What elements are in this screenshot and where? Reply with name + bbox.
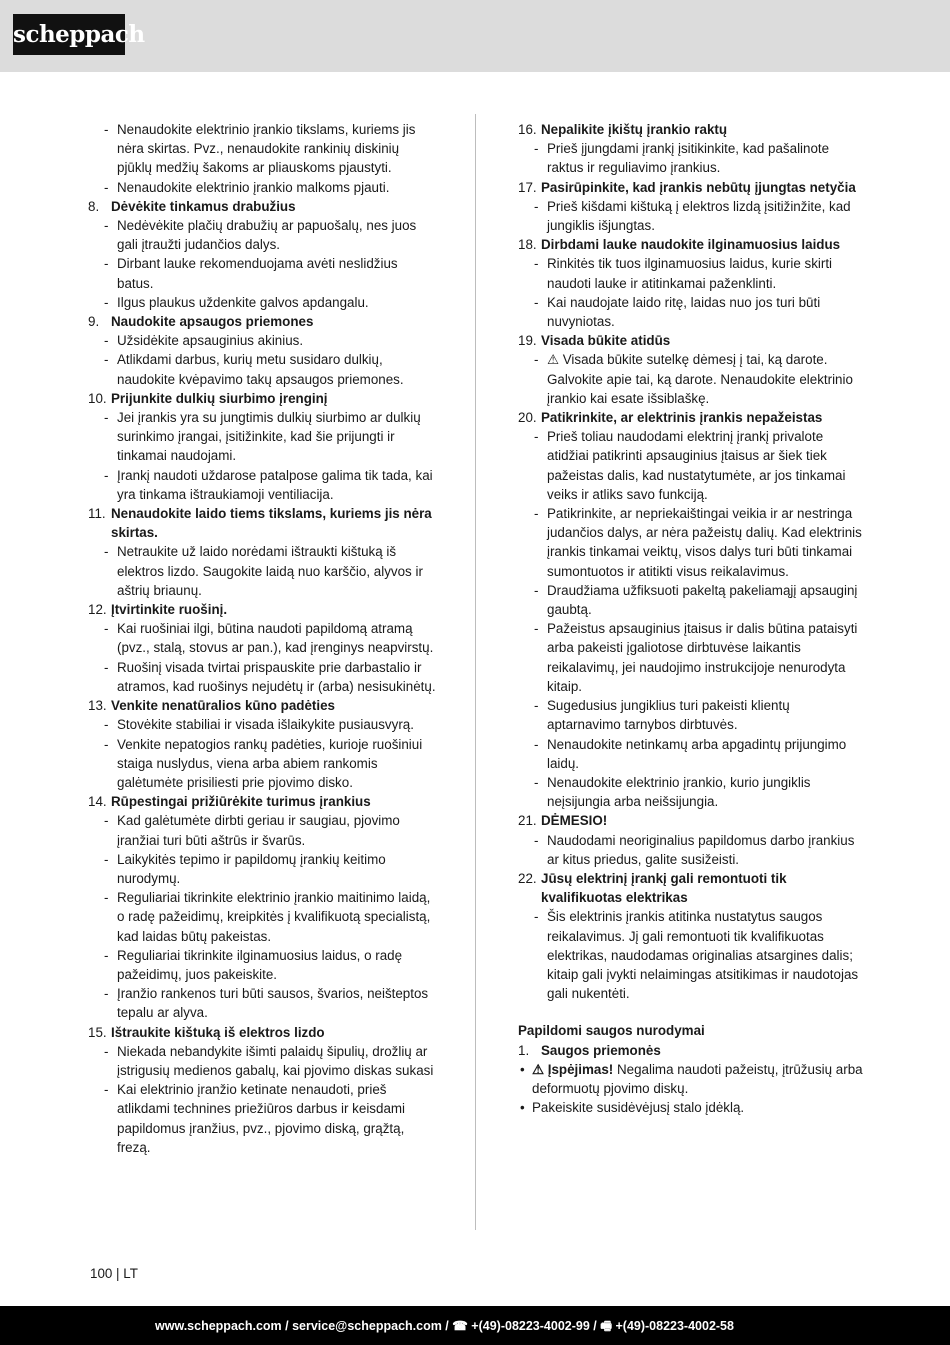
list-item	[518, 504, 866, 581]
dash-marker: -	[104, 352, 109, 368]
section-title: Patikrinkite, ar elektrinis įrankis nepažeistas	[541, 410, 823, 426]
list-item-text: Naudodami neoriginalius papildomus darbo įrankius ar kitus priedus, galite susižeisti.	[547, 832, 855, 867]
list-item	[518, 427, 866, 504]
section-title: Visada būkite atidūs	[541, 333, 671, 349]
list-item-text: Kai elektrinio įranžio ketinate nenaudoti, prieš atlikdami technines priežiūros darbus ir keisdami papildomus įranžius, pvz., pjovimo diską, grąžtą, frezą.	[117, 1082, 406, 1155]
section-number: 17.	[518, 179, 537, 195]
bullet-text: Pakeiskite susidėvėjusį stalo įdėklą.	[532, 1100, 745, 1116]
dash-marker: -	[104, 813, 109, 829]
list-item-text: Įranžio rankenos turi būti sausos, švarios, neišteptos tepalu ar alyva.	[117, 986, 429, 1021]
dash-marker: -	[104, 659, 109, 675]
page-number: 100 | LT	[90, 1266, 138, 1281]
bullet-text: Negalima naudoti pažeistų, įtrūžusių arba deformuotų pjovimo diskų.	[532, 1061, 863, 1096]
section-heading	[518, 811, 866, 830]
section-heading	[518, 120, 866, 139]
list-item	[518, 831, 866, 869]
list-item-text: Nenaudokite elektrinio įrankio tikslams, kuriems jis nėra skirtas. Pvz., nenaudokite rankinių diskinių pjūklų medžių šakoms ar pliauskoms pjaustyti.	[117, 122, 416, 176]
list-item-text: Stovėkite stabiliai ir visada išlaikykite pusiausvyrą.	[117, 717, 414, 733]
dash-marker: -	[104, 294, 109, 310]
list-item-text: Šis elektrinis įrankis atitinka nustatytus saugos reikalavimus. Jį gali remontuoti tik kvalifikuotas elektrikas, naudodamas originalias atsargines dalis; kitaip gali įvykti nelaimingas atsitikimas ir naudotojas gali nukentėti.	[547, 909, 859, 1002]
list-item-text: Sugedusius jungiklius turi pakeisti klientų aptarnavimo tarnybos dirbtuvės.	[547, 698, 790, 733]
list-item	[88, 216, 436, 254]
list-item	[88, 946, 436, 984]
section-number: 18.	[518, 237, 537, 253]
list-item	[88, 466, 436, 504]
bullet-item	[518, 1098, 866, 1117]
list-item-text: ⚠ Visada būkite sutelkę dėmesį į tai, ką darote. Galvokite apie tai, ką darote. Nenaudokite elektrinio įrankio kai esate išsiblaškę.	[547, 352, 853, 406]
section-title: DĖMESIO!	[541, 813, 608, 829]
list-item-text: Įrankį naudoti uždarose patalpose galima tik tada, kai yra tinkama ištraukiamoji ventiliacija.	[117, 467, 433, 502]
list-item	[88, 350, 436, 388]
list-item	[518, 907, 866, 1003]
section-number: 12.	[88, 602, 107, 618]
dash-marker: -	[104, 736, 109, 752]
section-number: 11.	[88, 506, 106, 522]
list-item	[88, 178, 436, 197]
list-item	[88, 408, 436, 466]
list-item	[518, 619, 866, 696]
right-column	[518, 120, 866, 1117]
dash-marker: -	[534, 198, 539, 214]
list-item-text: Venkite nepatogios rankų padėties, kurioje ruošiniui staiga nuslydus, viena arba abiem rankomis galėtumėte prisiliesti prie pjovimo disko.	[117, 736, 423, 790]
bullet-item	[518, 1060, 866, 1098]
section-heading	[88, 504, 436, 542]
dash-marker: -	[104, 1043, 109, 1059]
list-item	[518, 773, 866, 811]
list-item-text: Kai ruošiniai ilgi, būtina naudoti papildomą atramą (pvz., stalą, stovus ar pan.), kad įrenginys neapvirstų.	[117, 621, 434, 656]
subsection-title: Saugos priemonės	[541, 1042, 661, 1058]
dash-marker: -	[104, 410, 109, 426]
list-item-text: Dirbant lauke rekomenduojama avėti neslidžius batus.	[117, 256, 398, 291]
list-item-text: Atlikdami darbus, kurių metu susidaro dulkių, naudokite kvėpavimo takų apsaugos priemones.	[117, 352, 404, 387]
dash-marker: -	[104, 218, 109, 234]
section-number: 14.	[88, 794, 107, 810]
list-item-text: Pažeistus apsauginius įtaisus ir dalis būtina pataisyti arba pakeisti įgaliotose dirbtuvėse laikantis reikalavimų, jei naudojimo instrukcijoje nenurodyta kitaip.	[547, 621, 858, 694]
dash-marker: -	[104, 851, 109, 867]
footer-contact: www.scheppach.com / service@scheppach.com / ☎ +(49)-08223-4002-99 / 🖷 +(49)-08223-4002-58	[155, 1319, 734, 1333]
section-title: Įtvirtinkite ruošinį.	[111, 602, 228, 618]
section-title: Venkite nenatūralios kūno padėties	[111, 698, 335, 714]
section-heading	[518, 869, 866, 907]
section-number: 10.	[88, 390, 107, 406]
dash-marker: -	[534, 294, 539, 310]
section-heading	[518, 331, 866, 350]
list-item-text: Nenaudokite elektrinio įrankio malkoms pjauti.	[117, 179, 390, 195]
list-item	[518, 293, 866, 331]
additional-safety-heading: Papildomi saugos nurodymai	[518, 1023, 705, 1039]
list-item	[88, 658, 436, 696]
dash-marker: -	[104, 122, 109, 137]
dash-marker: -	[534, 698, 539, 714]
footer-bar	[0, 1306, 950, 1345]
dash-marker: -	[534, 774, 539, 790]
list-item-text: Ilgus plaukus uždenkite galvos apdangalu.	[117, 294, 369, 310]
list-item	[518, 139, 866, 177]
list-item-text: Laikykitės tepimo ir papildomų įrankių keitimo nurodymų.	[117, 851, 386, 886]
section-heading	[88, 600, 436, 619]
section-number: 9.	[88, 314, 100, 330]
section-heading	[88, 197, 436, 216]
dash-marker: -	[104, 986, 109, 1002]
list-item	[518, 581, 866, 619]
list-item	[88, 715, 436, 734]
list-item-text: Niekada nebandykite išimti palaidų šipulių, drožlių ar įstrigusių medienos gabalų, kai pjovimo diskas sukasi	[117, 1043, 434, 1078]
list-item-text: Užsidėkite apsauginius akinius.	[117, 333, 304, 349]
dash-marker: -	[534, 256, 539, 272]
dash-marker: -	[534, 429, 539, 445]
list-item-text: Nedėvėkite plačių drabužių ar papuošalų, nes juos gali įtraužti judančios dalys.	[117, 218, 417, 253]
list-item-text: Kad galėtumėte dirbti geriau ir saugiau, pjovimo įranžiai turi būti aštrūs ir švarūs.	[117, 813, 400, 848]
dash-marker: -	[534, 506, 539, 522]
section-number: 22.	[518, 870, 537, 886]
list-item-text: Kai naudojate laido ritę, laidas nuo jos turi būti nuvyniotas.	[547, 294, 821, 330]
dash-marker: -	[534, 832, 539, 848]
list-item-text: Reguliariai tikrinkite ilginamuosius laidus, o radę pažeidimų, juos pakeiskite.	[117, 947, 403, 982]
list-item	[518, 350, 866, 408]
section-heading	[88, 696, 436, 715]
section-heading	[88, 312, 436, 331]
list-item	[88, 619, 436, 657]
bullet-dot: •	[520, 1061, 525, 1077]
dash-marker: -	[534, 736, 539, 752]
section-title: Prijunkite dulkių siurbimo įrenginį	[111, 390, 328, 406]
list-item	[518, 197, 866, 235]
section-number: 16.	[518, 122, 537, 137]
left-column	[88, 120, 436, 1157]
column-divider	[475, 114, 476, 1230]
section-title: Rūpestingai prižiūrėkite turimus įrankius	[111, 794, 371, 810]
list-item-text: Jei įrankis yra su jungtimis dulkių siurbimo ar dulkių surinkimo įrangai, įsitižinkite, kad šie prijungti ir tinkamai naudojami.	[117, 410, 421, 464]
dash-marker: -	[104, 179, 109, 195]
list-item	[88, 1080, 436, 1157]
list-item-text: Ruošinį visada tvirtai prispauskite prie darbastalio ir atramos, kad ruošinys nejudėtų ir (arba) nesisukinėtų.	[117, 659, 436, 694]
section-number: 19.	[518, 333, 537, 349]
section-title: Nenaudokite laido tiems tikslams, kuriems jis nėra skirtas.	[111, 506, 432, 541]
list-item	[88, 542, 436, 600]
dash-marker: -	[104, 256, 109, 272]
section-title: Jūsų elektrinį įrankį gali remontuoti tik kvalifikuotas elektrikas	[541, 870, 787, 906]
list-item	[88, 984, 436, 1022]
section-heading	[88, 792, 436, 811]
list-item-text: Nenaudokite elektrinio įrankio, kurio jungiklis neįsijungia arba neišsijungia.	[547, 774, 811, 810]
list-item-text: Prieš įjungdami įrankį įsitikinkite, kad pašalinote raktus ir reguliavimo įrankius.	[547, 141, 830, 176]
dash-marker: -	[534, 621, 539, 637]
subsection-heading	[518, 1041, 866, 1060]
list-item	[518, 735, 866, 773]
section-title: Naudokite apsaugos priemones	[111, 314, 314, 330]
dash-marker: -	[104, 621, 109, 637]
section-number: 20.	[518, 410, 537, 426]
list-item	[88, 1042, 436, 1080]
section-title: Nepalikite įkištų įrankio raktų	[541, 122, 728, 137]
page-header	[0, 0, 950, 72]
section-number: 13.	[88, 698, 107, 714]
dash-marker: -	[534, 141, 539, 157]
dash-marker: -	[534, 352, 539, 368]
list-item-text: Netraukite už laido norėdami ištraukti kištuką iš elektros lizdo. Saugokite laidą nuo karščio, alyvos ir aštrių briaunų.	[117, 544, 423, 598]
dash-marker: -	[104, 333, 109, 349]
list-item	[88, 850, 436, 888]
section-heading	[518, 178, 866, 197]
dash-marker: -	[104, 467, 109, 483]
list-item-text: Prieš toliau naudodami elektrinį įrankį privalote atidžiai patikrinti apsauginius įtaisus ar šiek tiek pažeistas dalis, kad nustatytumėte, ar jos tinkamai veiks ir atliks savo funkciją.	[547, 429, 846, 502]
section-title: Dėvėkite tinkamus drabužius	[111, 198, 296, 214]
dash-marker: -	[104, 717, 109, 733]
section-title: Dirbdami lauke naudokite ilginamuosius laidus	[541, 237, 841, 253]
section-heading	[88, 1023, 436, 1042]
list-item-text: Reguliariai tikrinkite elektrinio įrankio maitinimo laidą, o radę pažeidimų, kreipkitės į kvalifikuotą specialistą, kad laidas būtų pakeistas.	[117, 890, 431, 944]
section-number: 15.	[88, 1024, 107, 1040]
section-title: Ištraukite kištuką iš elektros lizdo	[111, 1024, 325, 1040]
list-item	[88, 293, 436, 312]
section-heading	[518, 235, 866, 254]
dash-marker: -	[104, 890, 109, 906]
list-item	[88, 888, 436, 946]
list-item	[88, 254, 436, 292]
list-item	[88, 811, 436, 849]
dash-marker: -	[534, 909, 539, 925]
section-title: Pasirūpinkite, kad įrankis nebūtų įjungtas netyčia	[541, 179, 856, 195]
list-item-text: Nenaudokite netinkamų arba apgadintų prijungimo laidų.	[547, 736, 847, 771]
bullet-dot: •	[520, 1100, 525, 1116]
list-item-text: Draudžiama užfiksuoti pakeltą pakeliamąjį apsauginį gaubtą.	[547, 582, 858, 618]
section-number: 21.	[518, 813, 537, 829]
warning-label: ⚠ Įspėjimas!	[532, 1061, 614, 1077]
list-item-text: Rinkitės tik tuos ilginamuosius laidus, kurie skirti naudoti lauke ir atitinkamai paženklinti.	[547, 256, 833, 291]
spacer	[518, 1003, 866, 1021]
dash-marker: -	[104, 947, 109, 963]
list-item	[88, 735, 436, 793]
dash-marker: -	[104, 1082, 109, 1098]
list-item-text: Prieš kišdami kištuką į elektros lizdą įsitižinžite, kad jungiklis išjungtas.	[547, 198, 851, 234]
dash-marker: -	[104, 544, 109, 560]
scheppach-logo: scheppach	[13, 14, 125, 55]
section-heading	[518, 408, 866, 427]
subsection-number: 1.	[518, 1042, 530, 1058]
list-item-text: Patikrinkite, ar nepriekaištingai veikia ir ar nestringa judančios dalys, ar nėra pažeistų dalių. Kad elektrinis įrankis tinkamai veiktų, visos dalys turi būti tinkamai sumontuotos ir atitikti visus reikalavimus.	[547, 506, 862, 579]
list-item	[518, 254, 866, 292]
dash-marker: -	[534, 582, 539, 598]
list-item	[88, 120, 436, 178]
section-number: 8.	[88, 198, 100, 214]
list-item	[88, 331, 436, 350]
list-item	[518, 696, 866, 734]
section-heading	[88, 389, 436, 408]
